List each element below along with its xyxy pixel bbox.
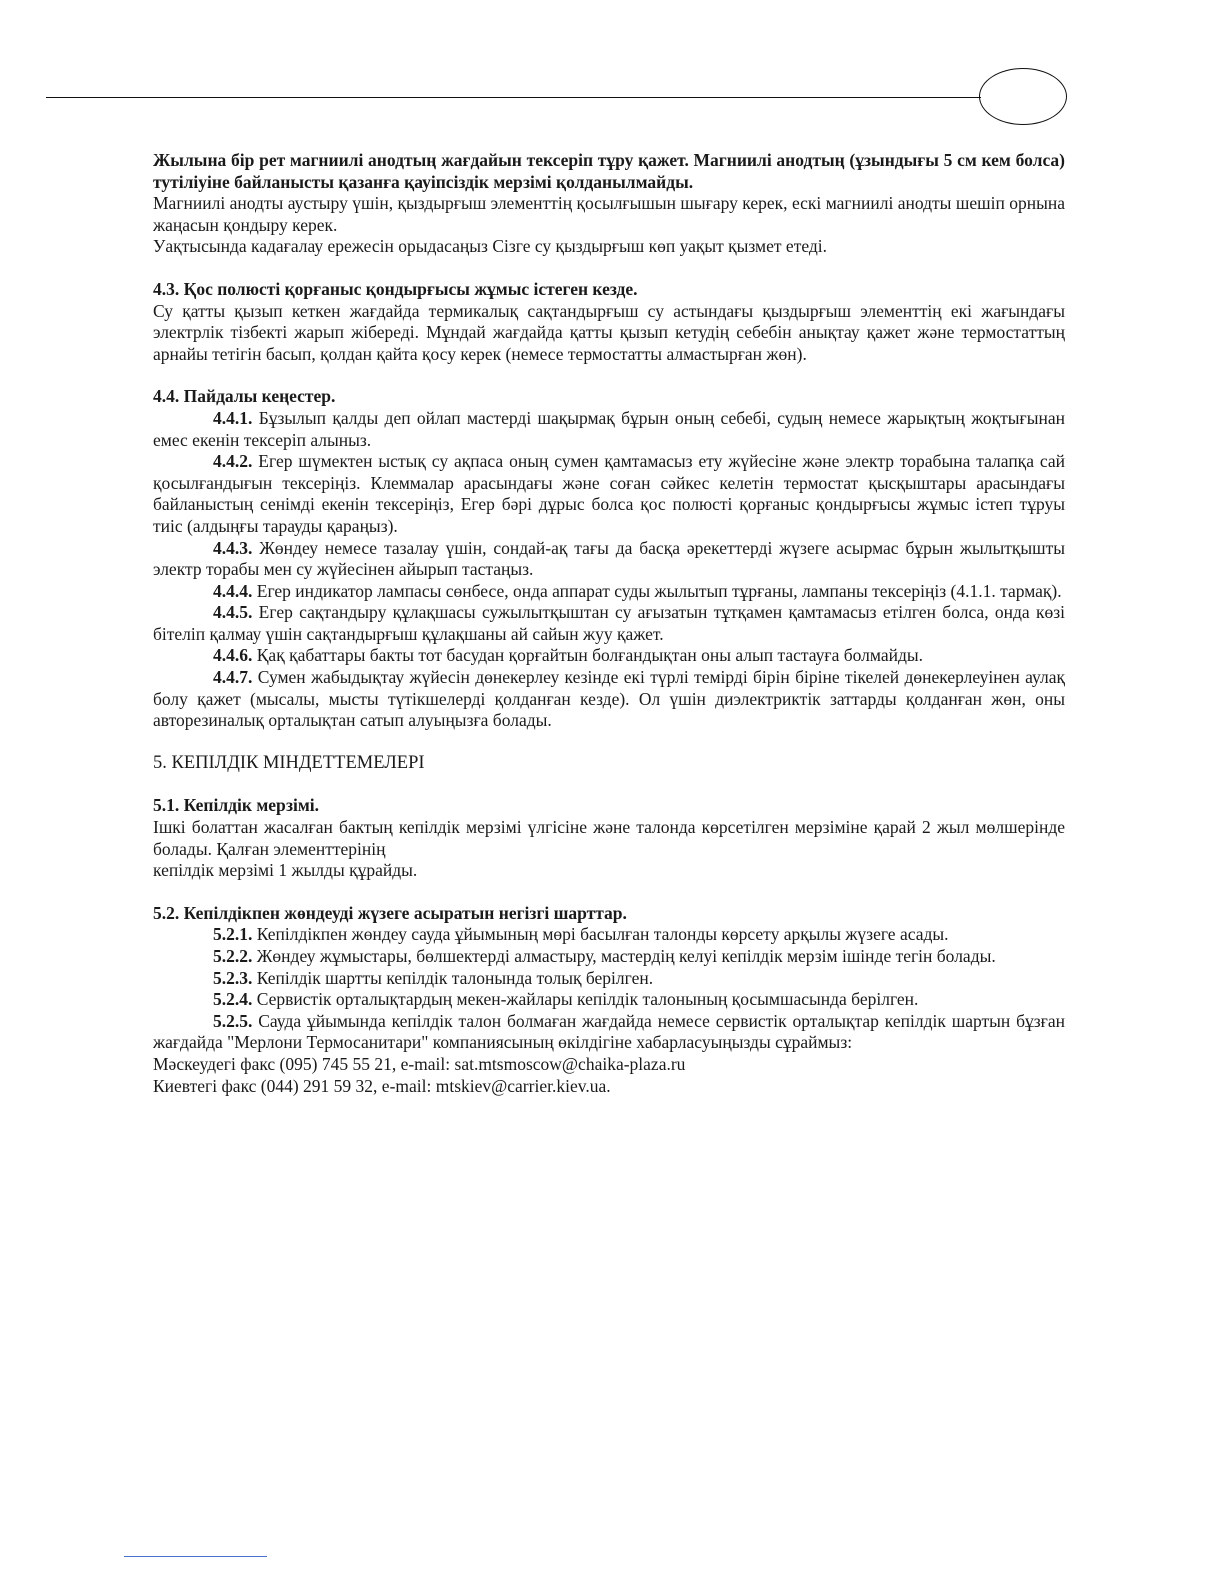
maintenance-note-text: Уақтысында кадағалау ережесін орыдасаңыз Сізге су қыздырғыш көп уақыт қызмет етеді. xyxy=(153,236,828,257)
contact-moscow: Мәскеудегі факс (095) 745 55 21, e-mail: sat.mtsmoscow@chaika-plaza.ru xyxy=(153,1053,686,1074)
footnote-rule xyxy=(124,1556,267,1557)
header-rule xyxy=(46,97,981,98)
list-item-4-4-1: 4.4.1. Бұзылып қалды деп ойлап мастерді шақырмақ бұрын оның себебі, судың немесе жарықтың жоқтығынан емес екенін тексеріп алыныз. xyxy=(153,407,1065,450)
list-item-5-2-4: 5.2.4. Сервистік орталықтардың мекен-жайлары кепілдік талонының қосымшасында берілген. xyxy=(213,989,919,1010)
section-4-4-heading: 4.4. Пайдалы кеңестер. xyxy=(153,386,336,407)
contact-kiev: Киевтегі факс (044) 291 59 32, e-mail: mtskiev@carrier.kiev.ua. xyxy=(153,1075,611,1096)
list-item-4-4-6: 4.4.6. Қақ қабаттары бакты тот басудан қорғайтын болғандықтан оны алып тастауға болмайды. xyxy=(213,645,924,666)
section-5-2-heading: 5.2. Кепілдікпен жөндеуді жүзеге асыратын негізгі шарттар. xyxy=(153,902,627,923)
list-item-4-4-2: 4.4.2. Егер шүмектен ыстық су ақпаса оның сумен қамтамасыз ету жүйесіне және электр торабына талапқа сай қосылғандығын тексеріңіз. Клеммалар арасындағы және соған сәйкес келетін термостат қысқыштары арасындағы байланыстың сенімді екенін тексеріңіз, Егер бәрі дұрыс болса қос полюсті қорғаныс қондырғысы жұмыс істеп тұруы тиіс (алдыңғы тарауды қараңыз). xyxy=(153,451,1065,536)
list-item-4-4-3: 4.4.3. Жөндеу немесе тазалау үшін, сондай-ақ тағы да басқа әрекеттерді жүзеге асырмас бұрын жылытқышты электр торабы мен су жүйесінен айырып тастаңыз. xyxy=(153,537,1065,580)
section-5-1-body: Ішкі болаттан жасалған бактың кепілдік мерзімі үлгісіне және талонда көрсетілген мерзіміне қарай 2 жыл мөлшерінде болады. Қалған элементтерінің xyxy=(153,817,1065,859)
list-item-4-4-4: 4.4.4. Егер индикатор лампасы сөнбесе, онда аппарат суды жылытып тұрғаны, лампаны тексеріңіз (4.1.1. тармақ). xyxy=(213,580,1062,601)
anode-replacement-text: Магниилі анодты аустыру үшін, қыздырғыш элементтің қосылғышын шығару керек, ескі магниилі анодты шешіп орнына жаңасын қондыру керек. xyxy=(153,193,1065,235)
list-item-4-4-7: 4.4.7. Сумен жабыдықтау жүйесін дөнекерлеу кезінде екі түрлі темірді бірін біріне тікелей дөнекерлеуінен аулақ болу қажет (мысалы, мысты түтікшелерді қолданған кезде). Ол үшін диэлектриктік заттарды қолданған жөн, оны авторезиналық орталықтан сатып алуыңызға болады. xyxy=(153,667,1065,731)
section-5-1-heading: 5.1. Кепілдік мерзімі. xyxy=(153,795,320,816)
list-item-4-4-5: 4.4.5. Егер сақтандыру құлақшасы сужылытқыштан су ағызатын тұтқамен қамтамасыз етілген болса, онда көзі бітеліп қалмау үшін сақтандырғыш құлақшаны ай сайын жуу қажет. xyxy=(153,602,1065,644)
list-item-5-2-5: 5.2.5. Сауда ұйымында кепілдік талон болмаған жағдайда немесе сервистік орталықтар кепілдік шартын бұзған жағдайда "Мерлони Термосанитари" компаниясының өкілдігіне хабарласуыңызды сұраймыз: xyxy=(153,1010,1065,1053)
page-content xyxy=(153,150,1065,1097)
list-item-5-2-3: 5.2.3. Кепілдік шартты кепілдік талонында толық берілген. xyxy=(213,967,654,988)
section-5-1-body-end: кепілдік мерзімі 1 жылды құрайды. xyxy=(153,860,418,881)
section-4-3-heading: 4.3. Қос полюсті қорғаныс қондырғысы жұмыс істеген кезде. xyxy=(153,278,638,299)
section-4-3-body: Су қатты қызып кеткен жағдайда термикалық сақтандырғыш су астындағы қыздырғыш элементтің екі жағындағы электрлік тізбекті жарып жібереді. Мұндай жағдайда қатты қызып кетудің себебін анықтау қажет және термостаттың арнайы тетігін басып, қолдан қайта қосу керек (немесе термостатты алмастырған жөн). xyxy=(153,300,1065,364)
section-5-title: 5. КЕПІЛДІК МІНДЕТТЕМЕЛЕРІ xyxy=(153,752,425,773)
page-number-oval xyxy=(979,68,1067,125)
list-item-5-2-2: 5.2.2. Жөндеу жұмыстары, бөлшектерді алмастыру, мастердің келуі кепілдік мерзім ішінде тегін болады. xyxy=(213,946,996,966)
anode-warning-text: Жылына бір рет магниилі анодтың жағдайын тексеріп тұру қажет. Магниилі анодтың (ұзындығы 5 см кем болса) тутіліуіне байланысты қазанға қауіпсіздік мерзімі қолданылмайды. xyxy=(153,150,1065,192)
list-item-5-2-1: 5.2.1. Кепілдікпен жөндеу сауда ұйымының мөрі басылған талонды көрсету арқылы жүзеге асады. xyxy=(213,924,949,945)
